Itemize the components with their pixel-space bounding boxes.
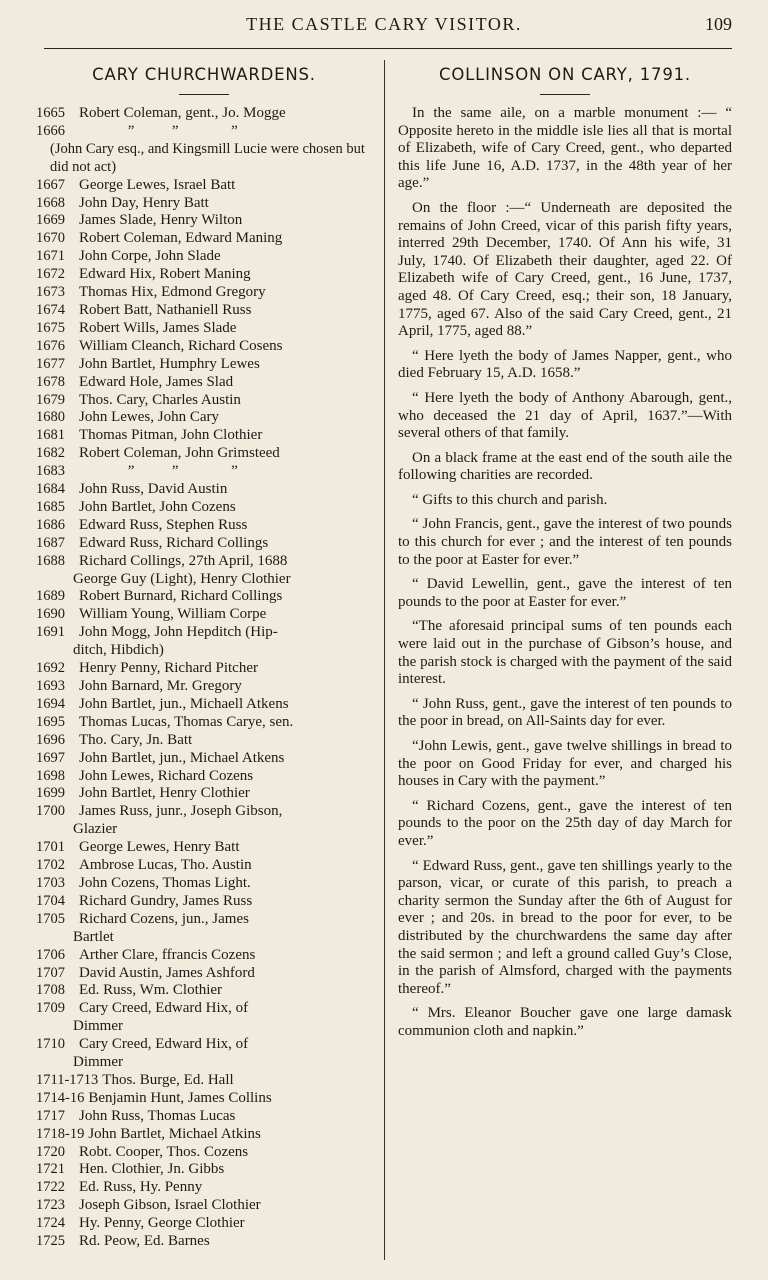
entry-year: 1714-16 xyxy=(36,1089,85,1106)
churchwarden-entry xyxy=(36,177,372,195)
entry-year: 1697 xyxy=(36,749,65,766)
entry-names: Richard Gundry, James Russ xyxy=(79,892,253,909)
churchwardens-list xyxy=(36,105,372,1251)
entry-note: (John Cary esq., and Kingsmill Lucie were chosen but did not act) xyxy=(50,140,365,175)
entry-names: Edward Russ, Stephen Russ xyxy=(79,516,248,533)
churchwarden-entry xyxy=(36,982,372,1000)
churchwarden-entry xyxy=(36,803,372,821)
entry-names: George Lewes, Israel Batt xyxy=(79,176,236,193)
text-paragraph: “ John Russ, gent., gave the interest of ten pounds to the poor in bread, on All-Saints day for ever. xyxy=(398,695,732,730)
churchwarden-entry xyxy=(36,606,372,624)
entry-names: John Lewes, Richard Cozens xyxy=(79,767,254,784)
entry-year: 1700 xyxy=(36,803,65,820)
entry-names: Arther Clare, ffrancis Cozens xyxy=(79,946,256,963)
entry-names: Thomas Lucas, Thomas Carye, sen. xyxy=(79,713,294,730)
churchwarden-entry xyxy=(36,481,372,499)
entry-names: John Barnard, Mr. Gregory xyxy=(79,678,242,694)
churchwarden-entry xyxy=(36,1161,372,1179)
churchwarden-entry xyxy=(36,588,372,606)
churchwarden-entry xyxy=(36,821,372,839)
churchwarden-entry xyxy=(36,1197,372,1215)
text-paragraph: “ Here lyeth the body of Anthony Abarough, gent., who deceased the 21 day of April, 1637.”—With several others of that family. xyxy=(398,389,732,442)
churchwarden-entry xyxy=(36,195,372,213)
entry-names: Thomas Hix, Edmond Gregory xyxy=(79,284,266,301)
entry-year: 1668 xyxy=(36,194,65,211)
entry-year: 1720 xyxy=(36,1143,65,1160)
entry-names: John Cozens, Thomas Light. xyxy=(79,874,251,891)
text-paragraph: “John Lewis, gent., gave twelve shillings in bread to the poor on Good Friday for ever, and charged his houses in Cary with the payment.” xyxy=(398,738,732,790)
text-paragraph: “ David Lewellin, gent., gave the interest of ten pounds to the poor at Easter for ever.” xyxy=(398,576,732,610)
page-number: 109 xyxy=(705,14,732,34)
entry-year: 1725 xyxy=(36,1233,65,1250)
entry-names: John Bartlet, Humphry Lewes xyxy=(79,355,260,372)
entry-year: 1724 xyxy=(36,1215,65,1232)
entry-names: John Mogg, John Hepditch (Hip- xyxy=(79,624,278,641)
churchwarden-entry xyxy=(36,1072,372,1090)
text-paragraph: “ Here lyeth the body of James Napper, gent., who died February 15, A.D. 1658.” xyxy=(398,347,732,382)
entry-names: Glazier xyxy=(73,821,118,838)
text-paragraph: In the same aile, on a marble monument :— “ Opposite hereto in the middle isle lies all that is mortal of Elizabeth, wife of Cary Creed, gent., who departed this life June 16, A.D. 1737, in the 48th year of her age.” xyxy=(398,105,732,192)
entry-year: 1691 xyxy=(36,624,65,641)
entry-year: 1690 xyxy=(36,606,65,623)
churchwarden-entry xyxy=(36,1000,372,1018)
churchwarden-entry xyxy=(36,284,372,302)
churchwarden-entry xyxy=(36,1108,372,1126)
entry-names: Henry Penny, Richard Pitcher xyxy=(79,660,258,677)
entry-names: John Bartlet, John Cozens xyxy=(79,498,236,515)
entry-names: Thos. Cary, Charles Austin xyxy=(79,391,241,408)
entry-year: 1701 xyxy=(36,839,65,856)
churchwarden-entry xyxy=(36,338,372,356)
churchwarden-entry xyxy=(36,1090,372,1108)
churchwarden-entry xyxy=(36,445,372,463)
entry-year: 1696 xyxy=(36,731,65,748)
entry-names: Robt. Cooper, Thos. Cozens xyxy=(79,1143,249,1160)
collinson-column xyxy=(398,64,732,1048)
entry-year: 1705 xyxy=(36,910,65,927)
churchwardens-heading: CARY CHURCHWARDENS. xyxy=(92,65,316,84)
churchwarden-entry xyxy=(36,392,372,410)
entry-names: Ambrose Lucas, Tho. Austin xyxy=(79,857,252,874)
entry-names: ” ” ” xyxy=(79,122,238,139)
entry-names: Edward Hole, James Slad xyxy=(79,373,234,390)
entry-names: Joseph Gibson, Israel Clothier xyxy=(79,1197,261,1214)
entry-names: Robert Coleman, gent., Jo. Mogge xyxy=(79,105,286,121)
churchwarden-entry xyxy=(36,535,372,553)
entry-year: 1688 xyxy=(36,552,65,569)
entry-names: Benjamin Hunt, James Collins xyxy=(88,1089,272,1106)
entry-names: Robert Burnard, Richard Collings xyxy=(79,588,283,605)
entry-year: 1687 xyxy=(36,534,65,551)
entry-names: John Russ, Thomas Lucas xyxy=(79,1107,236,1124)
entry-names: Robert Coleman, John Grimsteed xyxy=(79,445,280,462)
entry-year: 1693 xyxy=(36,678,65,694)
entry-names: Thomas Pitman, John Clothier xyxy=(79,427,263,444)
entry-year: 1669 xyxy=(36,212,65,229)
entry-names: James Russ, junr., Joseph Gibson, xyxy=(79,803,283,820)
entry-names: ditch, Hibdich) xyxy=(73,642,164,659)
churchwarden-entry xyxy=(36,105,372,123)
churchwarden-entry xyxy=(36,1036,372,1054)
churchwarden-entry xyxy=(36,875,372,893)
entry-year: 1670 xyxy=(36,230,65,247)
entry-names: William Young, William Corpe xyxy=(79,606,267,623)
entry-year: 1666 xyxy=(36,122,65,139)
text-paragraph: “ Gifts to this church and parish. xyxy=(412,491,608,508)
entry-names: James Slade, Henry Wilton xyxy=(79,212,243,229)
entry-year: 1722 xyxy=(36,1179,65,1196)
churchwarden-entry xyxy=(36,929,372,947)
churchwarden-entry xyxy=(36,356,372,374)
churchwarden-entry xyxy=(36,320,372,338)
entry-names: Ed. Russ, Wm. Clothier xyxy=(79,982,223,999)
churchwarden-entry xyxy=(36,965,372,983)
churchwarden-entry xyxy=(36,839,372,857)
entry-year: 1682 xyxy=(36,445,65,462)
entry-names: Edward Russ, Richard Collings xyxy=(79,534,269,551)
entry-names: Robert Wills, James Slade xyxy=(79,319,237,336)
churchwardens-column xyxy=(36,64,372,1251)
text-paragraph: “The aforesaid principal sums of ten pounds each were laid out in the purchase of Gibson’s house, and the parish stock is charged with the payment of the said interest. xyxy=(398,618,732,688)
entry-year: 1676 xyxy=(36,337,65,354)
entry-year: 1718-19 xyxy=(36,1125,85,1142)
entry-year: 1679 xyxy=(36,391,65,408)
churchwarden-entry xyxy=(36,714,372,732)
churchwarden-entry xyxy=(36,785,372,803)
entry-names: Tho. Cary, Jn. Batt xyxy=(79,731,193,748)
entry-year: 1675 xyxy=(36,319,65,336)
churchwarden-entry xyxy=(36,768,372,786)
entry-year: 1667 xyxy=(36,176,65,193)
text-paragraph: On a black frame at the east end of the south aile the following charities are recorded. xyxy=(398,449,732,484)
entry-names: Rd. Peow, Ed. Barnes xyxy=(79,1233,210,1250)
entry-year: 1702 xyxy=(36,857,65,874)
entry-year: 1706 xyxy=(36,946,65,963)
entry-names: John Corpe, John Slade xyxy=(79,248,221,265)
entry-year: 1711-1713 xyxy=(36,1071,99,1088)
churchwarden-entry xyxy=(36,212,372,230)
entry-names: Thos. Burge, Ed. Hall xyxy=(102,1071,234,1088)
entry-names: John Bartlet, Henry Clothier xyxy=(79,785,250,802)
churchwarden-entry xyxy=(36,499,372,517)
entry-year: 1703 xyxy=(36,874,65,891)
entry-names: Hen. Clothier, Jn. Gibbs xyxy=(79,1161,225,1178)
entry-names: Robert Coleman, Edward Maning xyxy=(79,230,283,247)
heading-rule xyxy=(540,94,590,95)
entry-names: William Cleanch, Richard Cosens xyxy=(79,337,283,354)
churchwarden-entry xyxy=(36,1215,372,1233)
entry-names: George Lewes, Henry Batt xyxy=(79,839,240,856)
churchwarden-entry xyxy=(36,1179,372,1197)
churchwarden-entry xyxy=(36,230,372,248)
churchwarden-entry xyxy=(36,1126,372,1144)
entry-year: 1671 xyxy=(36,248,65,265)
entry-names: Cary Creed, Edward Hix, of xyxy=(79,1036,249,1053)
entry-year: 1695 xyxy=(36,713,65,730)
page-header xyxy=(0,0,768,46)
entry-year: 1683 xyxy=(36,463,65,480)
entry-names: John Bartlet, jun., Michael Atkens xyxy=(79,749,285,766)
entry-names: John Russ, David Austin xyxy=(79,481,228,498)
entry-names: John Lewes, John Cary xyxy=(79,409,219,426)
entry-names: John Bartlet, Michael Atkins xyxy=(88,1125,261,1142)
entry-names: John Day, Henry Batt xyxy=(79,194,209,211)
heading-rule xyxy=(179,94,229,95)
churchwarden-entry xyxy=(36,660,372,678)
entry-names: Dimmer xyxy=(73,1018,123,1035)
entry-year: 1698 xyxy=(36,767,65,784)
churchwarden-entry xyxy=(36,696,372,714)
entry-year: 1684 xyxy=(36,481,65,498)
churchwarden-entry xyxy=(36,427,372,445)
churchwarden-entry xyxy=(36,947,372,965)
churchwarden-entry xyxy=(36,750,372,768)
header-rule xyxy=(44,48,732,49)
churchwarden-entry xyxy=(36,678,372,696)
churchwarden-entry xyxy=(36,374,372,392)
entry-year: 1710 xyxy=(36,1036,65,1053)
text-paragraph: On the floor :—“ Underneath are deposited the remains of John Creed, vicar of this parish fifty years, interred 29th December, 1740. Of Ann his wife, 31 July, 1740. Of Elizabeth their daughter, aged 22. Of Elizabeth wife of Cary Creed, gent., 16 June, 1737, aged 48. Of Cary Creed, esq.; their son, 18 January, 1775, aged 67. Also of the said Cary Creed, gent., 21 April, 1775, aged 88.” xyxy=(398,199,732,340)
entry-year: 1699 xyxy=(36,785,65,802)
entry-names: Dimmer xyxy=(73,1054,123,1071)
column-divider xyxy=(384,60,385,1260)
churchwarden-entry xyxy=(36,571,372,589)
entry-year: 1685 xyxy=(36,498,65,515)
entry-year: 1665 xyxy=(36,105,65,121)
entry-year: 1680 xyxy=(36,409,65,426)
text-paragraph: “ Richard Cozens, gent., gave the interest of ten pounds to the poor on the 25th day of day March for ever.” xyxy=(398,797,732,849)
churchwarden-entry xyxy=(36,409,372,427)
entry-year: 1708 xyxy=(36,982,65,999)
entry-year: 1704 xyxy=(36,892,65,909)
entry-year: 1709 xyxy=(36,1000,65,1017)
churchwarden-entry xyxy=(36,553,372,571)
churchwarden-entry xyxy=(36,911,372,929)
entry-names: John Bartlet, jun., Michaell Atkens xyxy=(79,695,289,712)
entry-names: Robert Batt, Nathaniell Russ xyxy=(79,301,252,318)
churchwarden-entry xyxy=(36,123,372,141)
entry-year: 1707 xyxy=(36,964,65,981)
entry-names: David Austin, James Ashford xyxy=(79,964,255,981)
running-title: THE CASTLE CARY VISITOR. xyxy=(246,14,522,34)
entry-year: 1689 xyxy=(36,588,65,605)
churchwarden-entry xyxy=(36,642,372,660)
entry-names: George Guy (Light), Henry Clothier xyxy=(73,570,291,587)
churchwarden-entry xyxy=(36,893,372,911)
entry-year: 1673 xyxy=(36,284,65,301)
collinson-heading: COLLINSON ON CARY, 1791. xyxy=(439,65,691,84)
entry-year: 1694 xyxy=(36,695,65,712)
churchwarden-entry xyxy=(36,1054,372,1072)
entry-names: Ed. Russ, Hy. Penny xyxy=(79,1179,203,1196)
churchwarden-entry xyxy=(36,857,372,875)
entry-year: 1717 xyxy=(36,1107,65,1124)
entry-names: Richard Collings, 27th April, 1688 xyxy=(79,552,288,569)
entry-year: 1692 xyxy=(36,660,65,677)
churchwarden-entry xyxy=(36,1144,372,1162)
entry-year: 1686 xyxy=(36,516,65,533)
entry-names: Richard Cozens, jun., James xyxy=(79,910,249,927)
entry-names: Edward Hix, Robert Maning xyxy=(79,266,251,283)
collinson-text xyxy=(398,105,732,1041)
entry-year: 1681 xyxy=(36,427,65,444)
entry-year: 1677 xyxy=(36,355,65,372)
entry-year: 1678 xyxy=(36,373,65,390)
entry-names: ” ” ” xyxy=(79,463,238,480)
text-paragraph: “ Mrs. Eleanor Boucher gave one large damask communion cloth and napkin.” xyxy=(398,1005,732,1039)
churchwarden-entry xyxy=(36,463,372,481)
text-paragraph: “ John Francis, gent., gave the interest of two pounds to this church for ever ; and the interest of ten pounds to the poor at Easter for ever.” xyxy=(398,516,732,568)
churchwarden-entry xyxy=(36,1018,372,1036)
entry-year: 1674 xyxy=(36,301,65,318)
entry-names: Bartlet xyxy=(73,928,114,945)
churchwarden-entry xyxy=(36,732,372,750)
churchwarden-entry xyxy=(36,517,372,535)
entry-year: 1721 xyxy=(36,1161,65,1178)
entry-year: 1723 xyxy=(36,1197,65,1214)
text-paragraph: “ Edward Russ, gent., gave ten shillings yearly to the parson, vicar, or curate of this parish, to preach a charity sermon the Sunday after the 6th of August for ever ; and 20s. in bread to the poor for ever, to be distributed by the churchwardens the same day after the said sermon ; and left a ground called Guy’s Close, in the parish of Almsford, charged with the payments thereof.” xyxy=(398,857,732,997)
churchwarden-entry xyxy=(36,248,372,266)
entry-names: Hy. Penny, George Clothier xyxy=(79,1215,245,1232)
churchwarden-entry xyxy=(36,266,372,284)
entry-names: Cary Creed, Edward Hix, of xyxy=(79,1000,249,1017)
entry-year: 1672 xyxy=(36,266,65,283)
churchwarden-entry xyxy=(36,624,372,642)
churchwarden-entry xyxy=(36,302,372,320)
churchwarden-entry xyxy=(36,1233,372,1251)
